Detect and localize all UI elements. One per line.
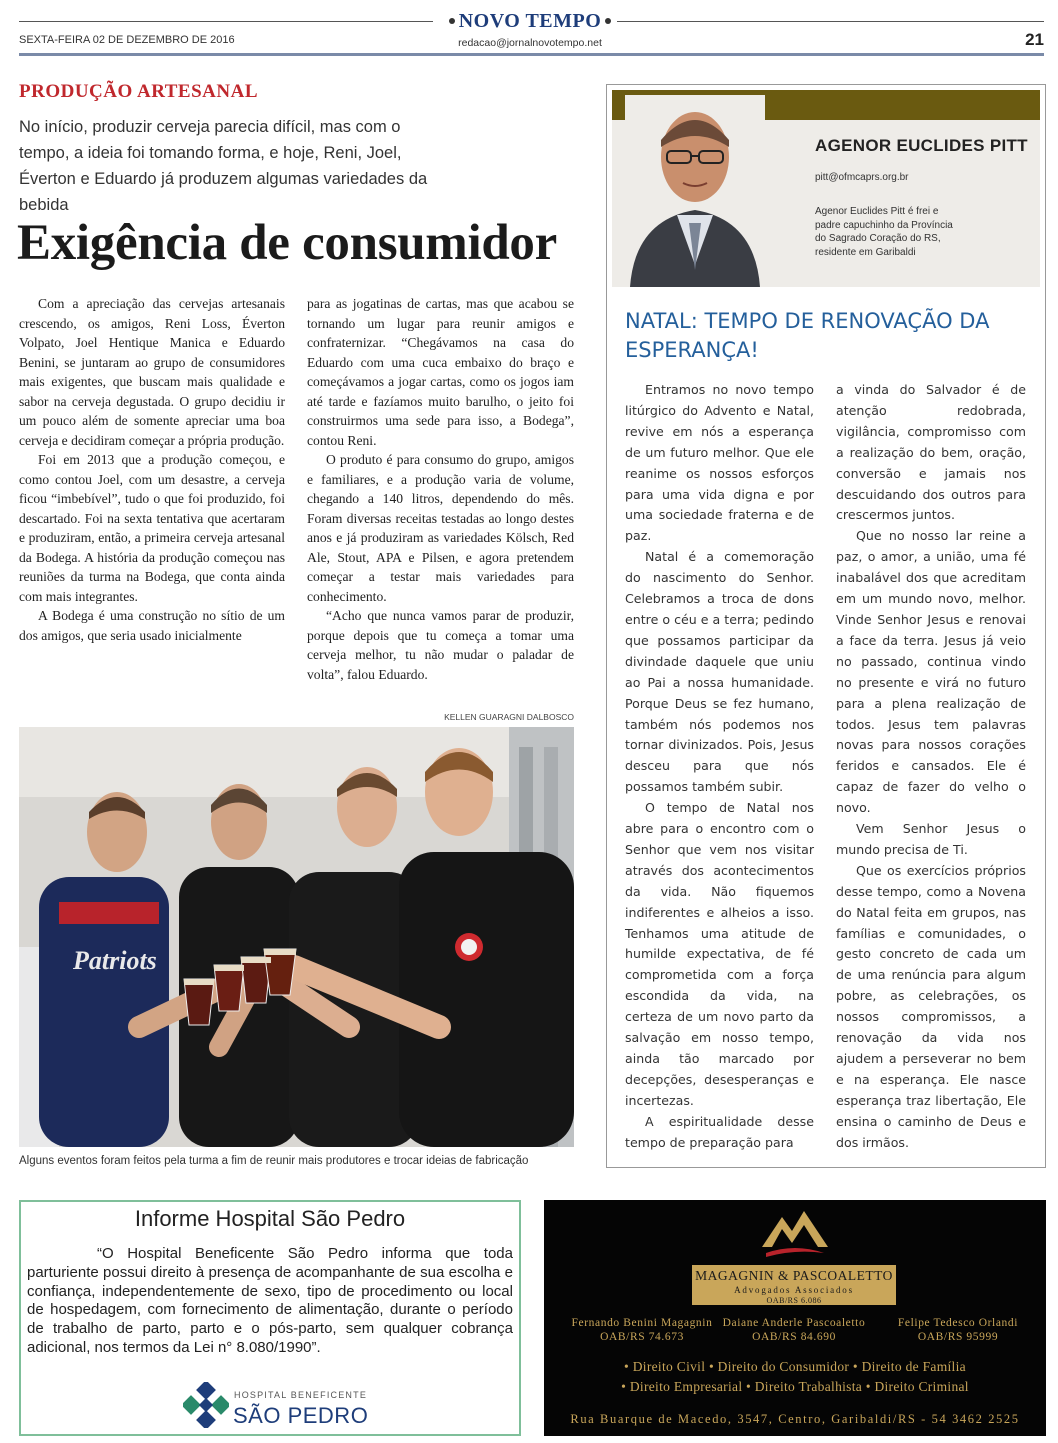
hospital-ad-paragraph: “O Hospital Beneficente São Pedro informa que toda parturiente possui direito à presença de acompanhante de sua escolha e confiança, independentemente de sexo, tipo de procedimento ou local de hospedagem, com fornecimento de alimentação, durante o período de trabalho de parto, parto e o pós-parto, sem qualquer cobrança adicional, nos termos da Lei n° 8.080/1990”. (27, 1245, 513, 1356)
article-paragraph: para as jogatinas de cartas, mas que acabou se tornando um lugar para reunir amigos e confraternizar. “Chegávamos na casa do Eduardo com uma cuca embaixo do braço e começávamos a jogar cartas, como os jogos iam até tarde e fazíamos muito barulho, o jeito foi construirmos uma sede para isso, a Bodega”, contou Reni. (307, 296, 574, 448)
law-firm-name: MAGAGNIN & PASCOALETTO (695, 1268, 893, 1283)
article-paragraph: “Acho que nunca vamos parar de produzir, porque depois que tu começa a tomar uma cerveja melhor, tu não mudar o paladar de volta”, falou Eduardo. (307, 608, 574, 682)
hospital-ad-text (27, 1245, 513, 1358)
lawyer-oab: OAB/RS 95999 (917, 1331, 999, 1343)
lawyer-name: Felipe Tedesco Orlandi (897, 1317, 1019, 1329)
author-bio: Agenor Euclides Pitt é frei e padre capuchinho da Província do Sagrado Coração do RS, residente em Garibaldi (815, 206, 953, 258)
lawyer-oab: OAB/RS 84.690 (752, 1331, 836, 1343)
hospital-logo-icon (183, 1382, 229, 1428)
hospital-logo-name: SÃO PEDRO (233, 1403, 369, 1428)
masthead: NOVO TEMPO (458, 10, 602, 32)
lawyer-entry (562, 1316, 722, 1344)
article-paragraph: A Bodega é uma construção no sítio de um dos amigos, que seria usado inicialmente (19, 608, 285, 643)
article-column-2 (307, 294, 574, 684)
law-firm-address: Rua Buarque de Macedo, 3547, Centro, Garibaldi/RS - 54 3462 2525 (570, 1412, 1020, 1426)
column-paragraph: a vinda do Salvador é de atenção redobrada, vigilância, compromisso com a realização do bem, oração, conversão e jamais nos descuidando dos outros para crescermos juntos. (836, 382, 1026, 523)
lawyer-name: Fernando Benini Magagnin (571, 1317, 713, 1329)
lawyer-entry (714, 1316, 874, 1344)
header-line-right (617, 21, 1044, 22)
lawyer-entry (878, 1316, 1038, 1344)
article-kicker: PRODUÇÃO ARTESANAL (19, 81, 258, 102)
column-paragraph: Que no nosso lar reine a paz, o amor, a união, uma fé inabalável dos que acreditam em um mundo novo, melhor. Vinde Senhor Jesus e renovai a face da terra. Jesus já veio no passado, continua vindo no presente e virá no futuro para a plena realização de todos. Jesus tem palavras novas para nossos corações feridos e cansados. Ele é capaz de fazer do velho o novo. (836, 528, 1026, 816)
article-paragraph: Com a apreciação das cervejas artesanais crescendo, os amigos, Reni Loss, Éverton Volpato, Joel Hentique Manica e Eduardo Benini, se juntaram ao grupo de consumidores mais exigentes, que buscam mais qualidade e sabor na cerveja degustada. O grupo decidiu ir um pouco além de somente apreciar uma boa cerveja e decidiram começar a própria produção. (19, 296, 285, 448)
article-photo (19, 727, 574, 1147)
article-deck: No início, produzir cerveja parecia difícil, mas com o tempo, a ideia foi tomando forma, e hoje, Reni, Joel, Éverton e Eduardo já produzem algumas variedades da bebida (19, 118, 428, 214)
author-email[interactable]: pitt@ofmcaprs.org.br (815, 172, 909, 183)
lawyer-oab: OAB/RS 74.673 (600, 1331, 684, 1343)
article-photo-illustration (19, 727, 574, 1147)
column-text-2 (836, 380, 1026, 1154)
law-firm-subtitle: Advogados Associados (734, 1285, 854, 1295)
lawyer-name: Daiane Anderle Pascoaletto (722, 1317, 866, 1329)
photo-caption: Alguns eventos foram feitos pela turma a fim de reunir mais produtores e trocar ideias de fabricação (19, 1155, 529, 1167)
practice-areas-line-2: • Direito Empresarial • Direito Trabalhista • Direito Criminal (621, 1379, 969, 1394)
column-paragraph: Entramos no novo tempo litúrgico do Advento e Natal, revive em nós a esperança de um futuro melhor. Que ele reanime os nossos esforços para uma vida digna e por uma sociedade fraterna e de paz. (625, 382, 814, 544)
photo-credit: KELLEN GUARAGNI DALBOSCO (444, 712, 574, 722)
column-paragraph: Que os exercícios próprios desse tempo, como a Novena do Natal feita em grupos, nas famílias e comunidades, o gesto concreto de cada um de uma renúncia para algum pobre, as celebrações, os nossos compromissos, a renovação da vida nos ajudem a perseverar no bem e na esperança. Ele nasce esperança traz libertação, Ele ensina o caminho de Deus e dos irmãos. (836, 862, 1026, 1150)
article-headline: Exigência de consumidor (17, 215, 557, 271)
column-paragraph: Natal é a comemoração do nascimento do Senhor. Celebramos a troca de dons entre o céu e a terra; pedindo que possamos participar da divindade daquele que uniu ao Pai a nossa humanidade. Porque Deus se fez humano, também nós podemos nos tornar divinizados. Pois, Jesus desceu para que nós possamos também subir. (625, 549, 814, 795)
author-portrait-illustration (625, 95, 765, 287)
newsroom-email[interactable]: redacao@jornalnovotempo.net (458, 37, 602, 49)
column-text-1 (625, 380, 814, 1154)
hospital-ad-title: Informe Hospital São Pedro (134, 1206, 406, 1231)
practice-areas-line-1: • Direito Civil • Direito do Consumidor • Direito de Família (624, 1359, 966, 1374)
article-paragraph: O produto é para consumo do grupo, amigos e familiares, e a produção varia de volume, chegando a 140 litros, dependendo do mês. Foram diversas receitas testadas ao longo destes anos e já produziram as variedades Kölsch, Red Ale, Stout, APA e Pilsen, e agora pretendem começar a testar mais variedades para conhecimento. (307, 452, 574, 604)
edition-date: SEXTA-FEIRA 02 DE DEZEMBRO DE 2016 (19, 34, 235, 46)
header-dot-right (605, 18, 611, 24)
jersey-lettering: Patriots (73, 946, 157, 975)
column-paragraph: Vem Senhor Jesus o mundo precisa de Ti. (836, 821, 1026, 857)
author-name: AGENOR EUCLIDES PITT (815, 136, 1028, 155)
page-number: 21 (1025, 30, 1044, 49)
column-title: NATAL: TEMPO DE RENOVAÇÃO DA ESPERANÇA! (625, 309, 990, 362)
law-firm-oab: OAB/RS 6.086 (766, 1296, 822, 1305)
column-paragraph: O tempo de Natal nos abre para o encontro com o Senhor que vem nos visitar através dos acontecimentos da vida. Não fiquemos indiferentes e alheios a isso. Tenhamos uma atitude de humilde expectativa, de fé comprometida com a força escondida da vida, na certeza de um novo parto da salvação em nosso tempo, ainda tão marcado por decepções, desesperanças e incertezas. (625, 800, 814, 1108)
mountain-logo-icon (760, 1205, 830, 1263)
hospital-logo-subtitle: HOSPITAL BENEFICENTE (234, 1390, 368, 1400)
author-portrait (625, 95, 765, 287)
column-paragraph: A espiritualidade desse tempo de preparação para (625, 1113, 814, 1150)
article-column-1 (19, 294, 285, 645)
header-line-left (19, 21, 433, 22)
header-rule (19, 53, 1044, 56)
article-paragraph: Foi em 2013 que a produção começou, e como contou Joel, com um desastre, a cerveja ficou “imbebível”, tudo o que foi produzido, foi descartado. Foi na sexta tentativa que acertaram e produziram, então, a primeira cerveja artesanal da Bodega. A história da produção começou nas reuniões da turma na Bodega, que conta ainda com mais integrantes. (19, 452, 285, 604)
